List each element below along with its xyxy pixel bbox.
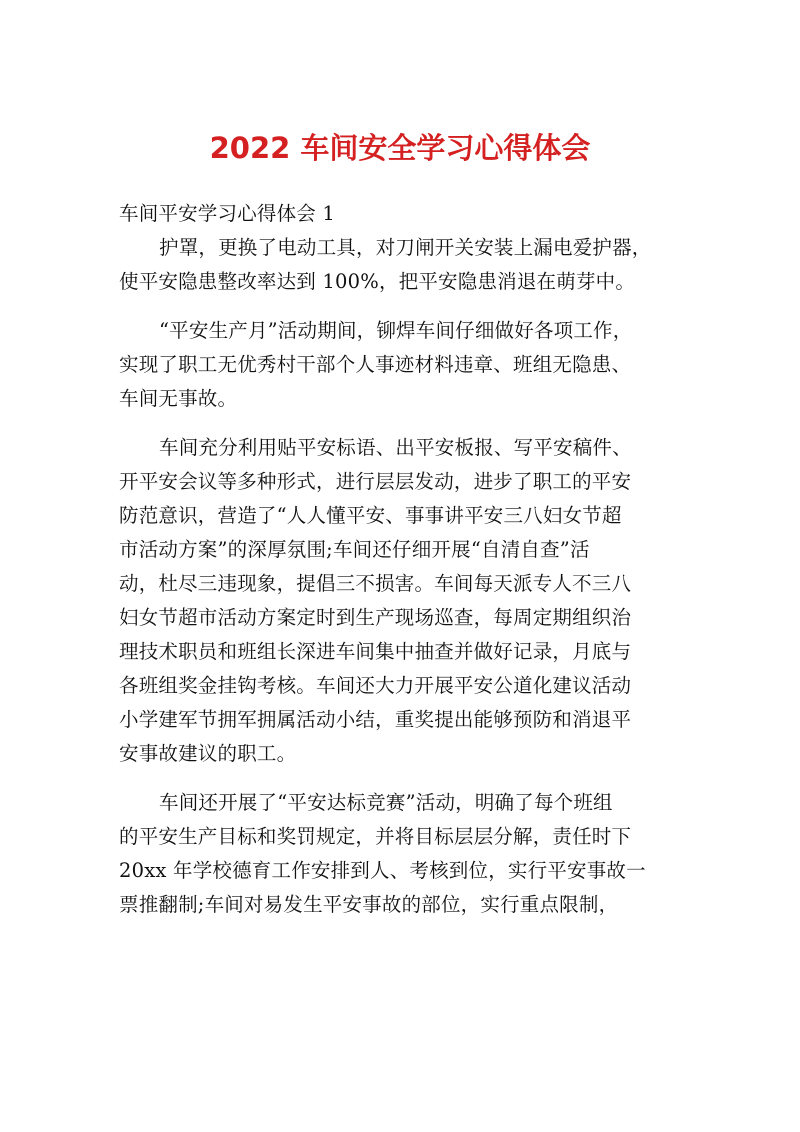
document-title: 2022 车间安全学习心得体会 bbox=[209, 131, 591, 165]
text-line: 票推翻制;车间对易发生平安事故的部位，实行重点限制， bbox=[119, 893, 619, 916]
text-line: 妇女节超市活动方案定时到生产现场巡查，每周定期组织治 bbox=[119, 606, 632, 629]
text-line: 车间充分利用贴平安标语、出平安板报、写平安稿件、 bbox=[159, 436, 632, 459]
text-line: 实现了职工无优秀村干部个人事迹材料违章、班组无隐患、 bbox=[119, 353, 632, 376]
text-line: 的平安生产目标和奖罚规定，并将目标层层分解，责任时下 bbox=[119, 825, 632, 848]
text-line: 市活动方案”的深厚氛围;车间还仔细开展“自清自查”活 bbox=[119, 538, 590, 561]
text-line: 车间平安学习心得体会 1 bbox=[119, 202, 336, 225]
text-line: 各班组奖金挂钩考核。车间还大力开展平安公道化建议活动 bbox=[119, 674, 632, 697]
text-line: 20xx 年学校德育工作安排到人、考核到位，实行平安事故一 bbox=[119, 859, 646, 882]
text-line: 使平安隐患整改率达到 100%，把平安隐患消退在萌芽中。 bbox=[119, 270, 636, 293]
text-line: 安事故建议的职工。 bbox=[119, 742, 297, 765]
document-body bbox=[119, 197, 684, 922]
text-line: 理技术职员和班组长深进车间集中抽查并做好记录，月底与 bbox=[119, 640, 632, 663]
text-line: 护罩，更换了电动工具，对刀闸开关安装上漏电爱护器， bbox=[159, 236, 652, 259]
paragraph-spacer bbox=[119, 771, 684, 786]
text-line: 开平安会议等多种形式，进行层层发动，进步了职工的平安 bbox=[119, 470, 632, 493]
text-line: 动，杜尽三违现象，提倡三不损害。车间每天派专人不三八 bbox=[119, 572, 632, 595]
text-line: “平安生产月”活动期间，铆焊车间仔细做好各项工作， bbox=[159, 319, 633, 342]
paragraph-spacer bbox=[119, 299, 684, 314]
paragraph-spacer bbox=[119, 416, 684, 431]
text-line: 车间无事故。 bbox=[119, 387, 238, 410]
text-line: 车间还开展了“平安达标竞赛”活动，明确了每个班组 bbox=[159, 791, 613, 814]
text-line: 防范意识，营造了“人人懂平安、事事讲平安三八妇女节超 bbox=[119, 504, 622, 527]
text-line: 小学建军节拥军拥属活动小结，重奖提出能够预防和消退平 bbox=[119, 708, 632, 731]
